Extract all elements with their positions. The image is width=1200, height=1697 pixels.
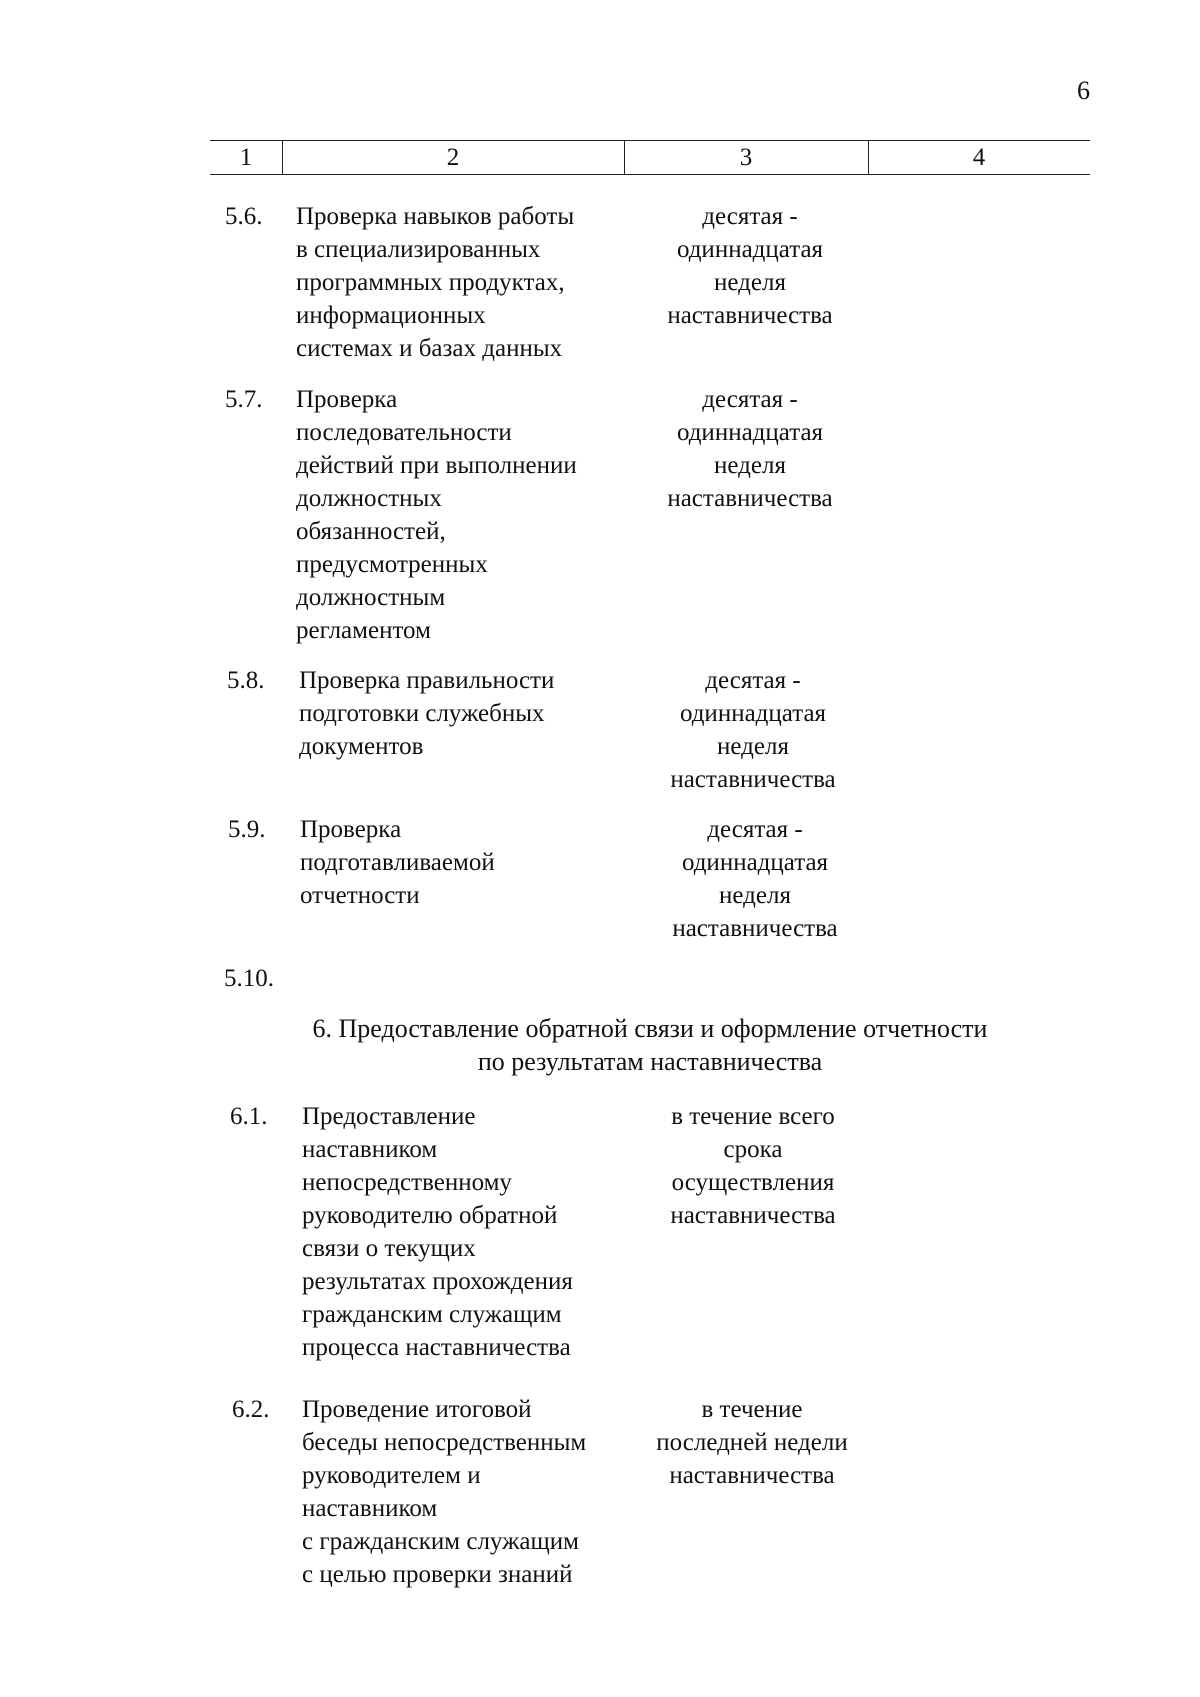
row-number: 5.10.	[224, 965, 274, 992]
page-number: 6	[1077, 76, 1090, 105]
column-header-4: 4	[972, 144, 986, 171]
row-term: в течение всего срока осуществления наставничества	[670, 1103, 836, 1229]
row-number: 5.9.	[228, 816, 266, 843]
column-header-3: 3	[739, 144, 753, 171]
row-number: 6.2.	[232, 1396, 270, 1423]
row-description: Проведение итоговой беседы непосредственным руководителем и наставником с гражданским служащим с целью проверки знаний	[302, 1396, 587, 1588]
column-header-1: 1	[239, 144, 253, 171]
row-description: Проверка правильности подготовки служебных документов	[299, 667, 555, 760]
table-column-header	[210, 140, 1090, 175]
row-description: Проверка навыков работы в специализированных программных продуктах, информационных системах и базах данных	[296, 203, 575, 362]
row-number: 6.1.	[230, 1103, 268, 1130]
row-description: Проверка последовательности действий при выполнении должностных обязанностей, предусмотренных должностным регламентом	[296, 386, 577, 644]
row-description: Проверка подготавливаемой отчетности	[300, 816, 495, 909]
section-heading: 6. Предоставление обратной связи и оформление отчетности по результатам наставничества	[312, 1014, 988, 1076]
row-term: десятая - одиннадцатая неделя наставничества	[667, 386, 833, 512]
row-number: 5.6.	[225, 203, 263, 230]
column-header-2: 2	[446, 144, 460, 171]
row-number: 5.8.	[227, 667, 265, 694]
row-description: Предоставление наставником непосредственному руководителю обратной связи о текущих результатах прохождения гражданским служащим процесса наставничества	[302, 1103, 573, 1361]
row-number: 5.7.	[225, 386, 263, 413]
row-term: десятая - одиннадцатая неделя наставничества	[670, 667, 836, 793]
row-term: десятая - одиннадцатая неделя наставничества	[672, 816, 838, 942]
row-term: десятая - одиннадцатая неделя наставничества	[667, 203, 833, 329]
row-term: в течение последней недели наставничества	[656, 1396, 848, 1489]
